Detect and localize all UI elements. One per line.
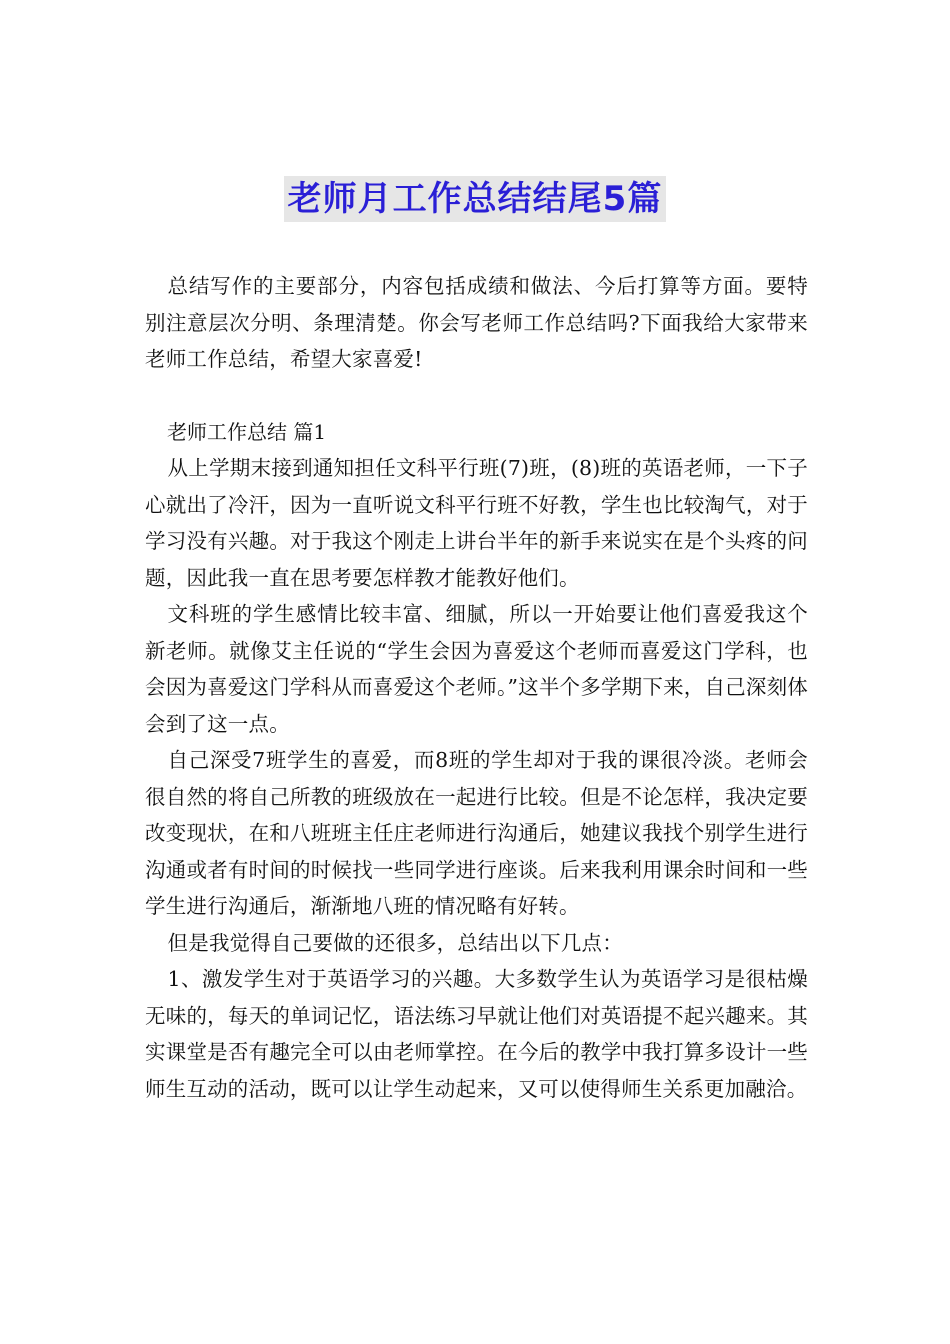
intro-paragraph: 总结写作的主要部分，内容包括成绩和做法、今后打算等方面。要特别注意层次分明、条理清楚。你会写老师工作总结吗?下面我给大家带来老师工作总结，希望大家喜爱! bbox=[145, 274, 808, 371]
body-paragraph-2: 文科班的学生感情比较丰富、细腻，所以一开始要让他们喜爱我这个新老师。就像艾主任说的“学生会因为喜爱这个老师而喜爱这门学科，也会因为喜爱这门学科从而喜爱这个老师。”这半个多学期下来，自己深刻体会到了这一点。 bbox=[145, 602, 808, 736]
title-container bbox=[0, 176, 950, 222]
document-body bbox=[145, 268, 808, 1107]
body-paragraph-1: 从上学期末接到通知担任文科平行班(7)班，(8)班的英语老师，一下子心就出了冷汗，因为一直听说文科平行班不好教，学生也比较淘气，对于学习没有兴趣。对于我这个刚走上讲台半年的新手来说实在是个头疼的问题，因此我一直在思考要怎样教才能教好他们。 bbox=[145, 456, 808, 590]
document-title: 老师月工作总结结尾5篇 bbox=[284, 176, 667, 222]
body-paragraph-4: 但是我觉得自己要做的还很多，总结出以下几点： bbox=[167, 930, 623, 955]
body-paragraph-3: 自己深受7班学生的喜爱，而8班的学生却对于我的课很冷淡。老师会很自然的将自己所教的班级放在一起进行比较。但是不论怎样，我决定要改变现状，在和八班班主任庄老师进行沟通后，她建议我找个别学生进行沟通或者有时间的时候找一些同学进行座谈。后来我利用课余时间和一些学生进行沟通后，渐渐地八班的情况略有好转。 bbox=[145, 748, 808, 918]
paragraph-gap bbox=[145, 378, 808, 414]
body-paragraph-5: 1、激发学生对于英语学习的兴趣。大多数学生认为英语学习是很枯燥无味的，每天的单词记忆，语法练习早就让他们对英语提不起兴趣来。其实课堂是否有趣完全可以由老师掌控。在今后的教学中我打算多设计一些师生互动的活动，既可以让学生动起来，又可以使得师生关系更加融洽。 bbox=[145, 967, 808, 1101]
section-heading: 老师工作总结 篇1 bbox=[167, 419, 327, 444]
